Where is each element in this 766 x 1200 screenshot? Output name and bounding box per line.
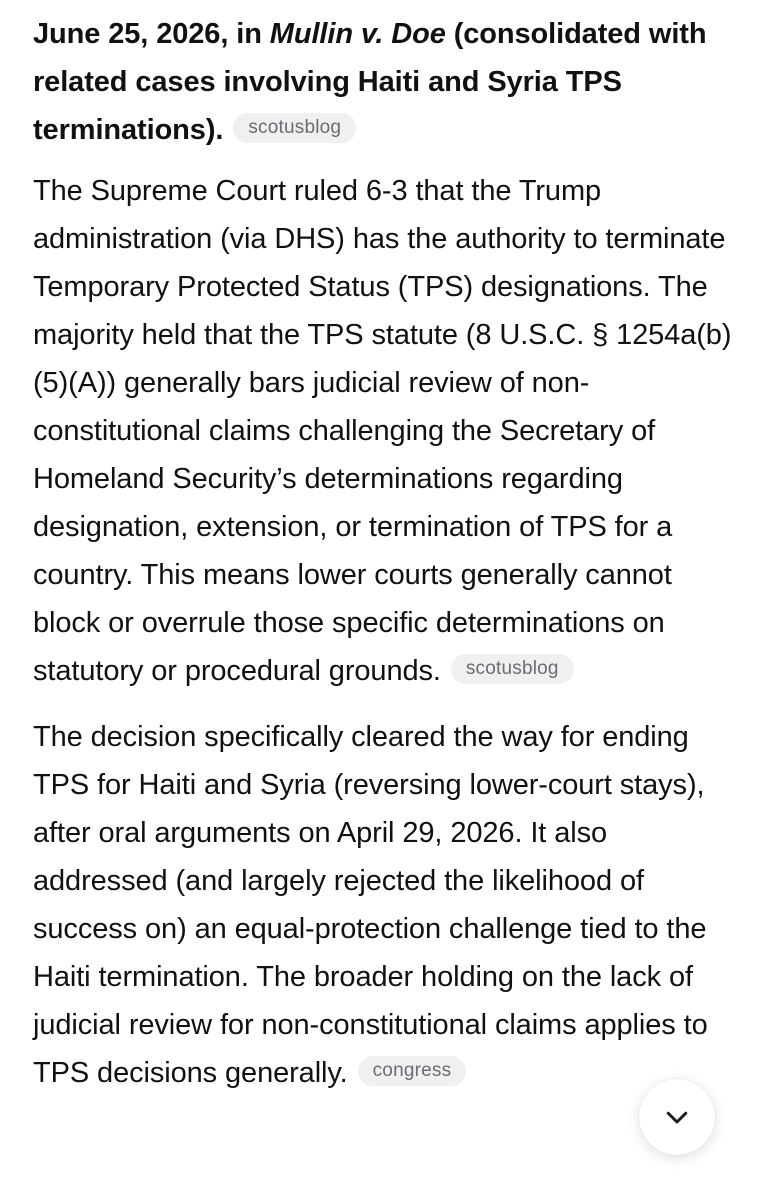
scroll-to-bottom-button[interactable] [639, 1079, 715, 1155]
paragraph-text: The decision specifically cleared the way for ending TPS for Haiti and Syria (reversing lower-court stays), after oral arguments on April 29, 2026. It also addressed (and largely rejected the likelihood of success on) an equal-protection challenge tied to the Haiti termination. The broader holding on the lack of judicial review for non-constitutional claims applies to TPS decisions generally. [33, 721, 708, 1089]
paragraph-text: The Supreme Court ruled 6-3 that the Trump administration (via DHS) has the authority to terminate Temporary Protected Status (TPS) designations. The majority held that the TPS statute (8 U.S.C. § 1254a(b)(5)(A)) generally bars judicial review of non-constitutional claims challenging the Secretary of Homeland Security’s determinations regarding designation, extension, or termination of TPS for a country. This means lower courts generally cannot block or overrule those specific determinations on statutory or procedural grounds. [33, 175, 732, 687]
case-name: Mullin v. Doe [269, 18, 446, 50]
source-chip-scotusblog[interactable]: scotusblog [451, 654, 574, 684]
ruling-heading [33, 10, 745, 154]
source-chip-scotusblog[interactable]: scotusblog [233, 113, 356, 143]
ruling-summary-paragraph [33, 167, 745, 695]
source-chip-congress[interactable]: congress [358, 1056, 467, 1086]
heading-text-after: (consolidated with related cases involving Haiti and Syria TPS terminations). [33, 18, 707, 146]
decision-details-paragraph [33, 713, 745, 1097]
heading-text-before: June 25, 2026, in [33, 18, 270, 50]
chevron-down-icon [662, 1102, 692, 1132]
answer-content [33, 10, 745, 1115]
